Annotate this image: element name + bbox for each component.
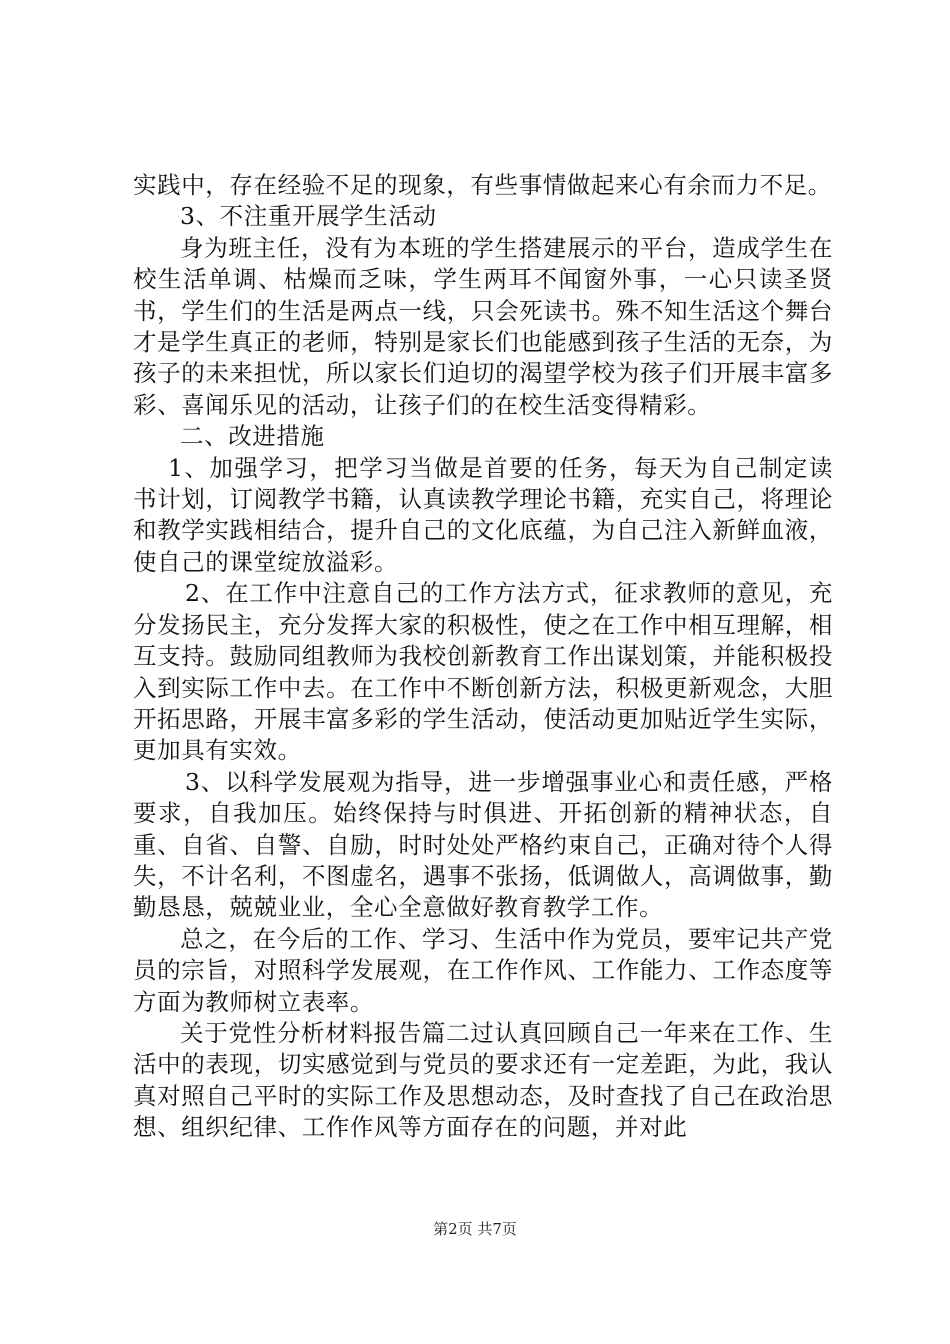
paragraph-student-activities: 身为班主任，没有为本班的学生搭建展示的平台，造成学生在校生活单调、枯燥而乏味，学生两耳不闻窗外事，一心只读圣贤书，学生们的生活是两点一线，只会死读书。殊不知生活这个舞台才是学生真正的老师，特别是家长们也能感到孩子生活的无奈，为孩子的未来担忧，所以家长们迫切的渴望学校为孩子们开展丰富多彩、喜闻乐见的活动，让孩子们的在校生活变得精彩。 [133, 233, 833, 419]
document-body [133, 170, 833, 1144]
paragraph-measure-3: 3、以科学发展观为指导，进一步增强事业心和责任感，严格要求，自我加压。始终保持与时俱进、开拓创新的精神状态，自重、自省、自警、自励，时时处处严格约束自己，正确对待个人得失，不计名利，不图虚名，遇事不张扬，低调做人，高调做事，勤勤恳恳，兢兢业业，全心全意做好教育教学工作。 [133, 767, 833, 922]
paragraph-continuation: 实践中，存在经验不足的现象，有些事情做起来心有余而力不足。 [133, 171, 832, 199]
heading-item-3: 3、不注重开展学生活动 [180, 202, 437, 231]
page-number-footer: 第2页 共7页 [433, 1220, 517, 1238]
paragraph-measure-2: 2、在工作中注意自己的工作方法方式，征求教师的意见，充分发扬民主，充分发挥大家的积极性，使之在工作中相互理解，相互支持。鼓励同组教师为我校创新教育工作出谋划策，并能积极投入到实际工作中去。在工作中不断创新方法，积极更新观念，大胆开拓思路，开展丰富多彩的学生活动，使活动更加贴近学生实际，更加具有实效。 [133, 579, 833, 765]
paragraph-measure-1: 1、加强学习，把学习当做是首要的任务，每天为自己制定读书计划，订阅教学书籍，认真读教学理论书籍，充实自己，将理论和教学实践相结合，提升自己的文化底蕴，为自己注入新鲜血液，使自己的课堂绽放溢彩。 [133, 453, 833, 576]
section-heading-improvements: 二、改进措施 [180, 422, 325, 451]
paragraph-conclusion: 总之，在今后的工作、学习、生活中作为党员，要牢记共产党员的宗旨，对照科学发展观，在工作作风、工作能力、工作态度等方面为教师树立表率。 [133, 924, 833, 1016]
paragraph-report-part-2: 关于党性分析材料报告篇二过认真回顾自己一年来在工作、生活中的表现，切实感觉到与党员的要求还有一定差距，为此，我认真对照自己平时的实际工作及思想动态，及时查找了自己在政治思想、组织纪律、工作作风等方面存在的问题，并对此 [133, 1018, 833, 1142]
